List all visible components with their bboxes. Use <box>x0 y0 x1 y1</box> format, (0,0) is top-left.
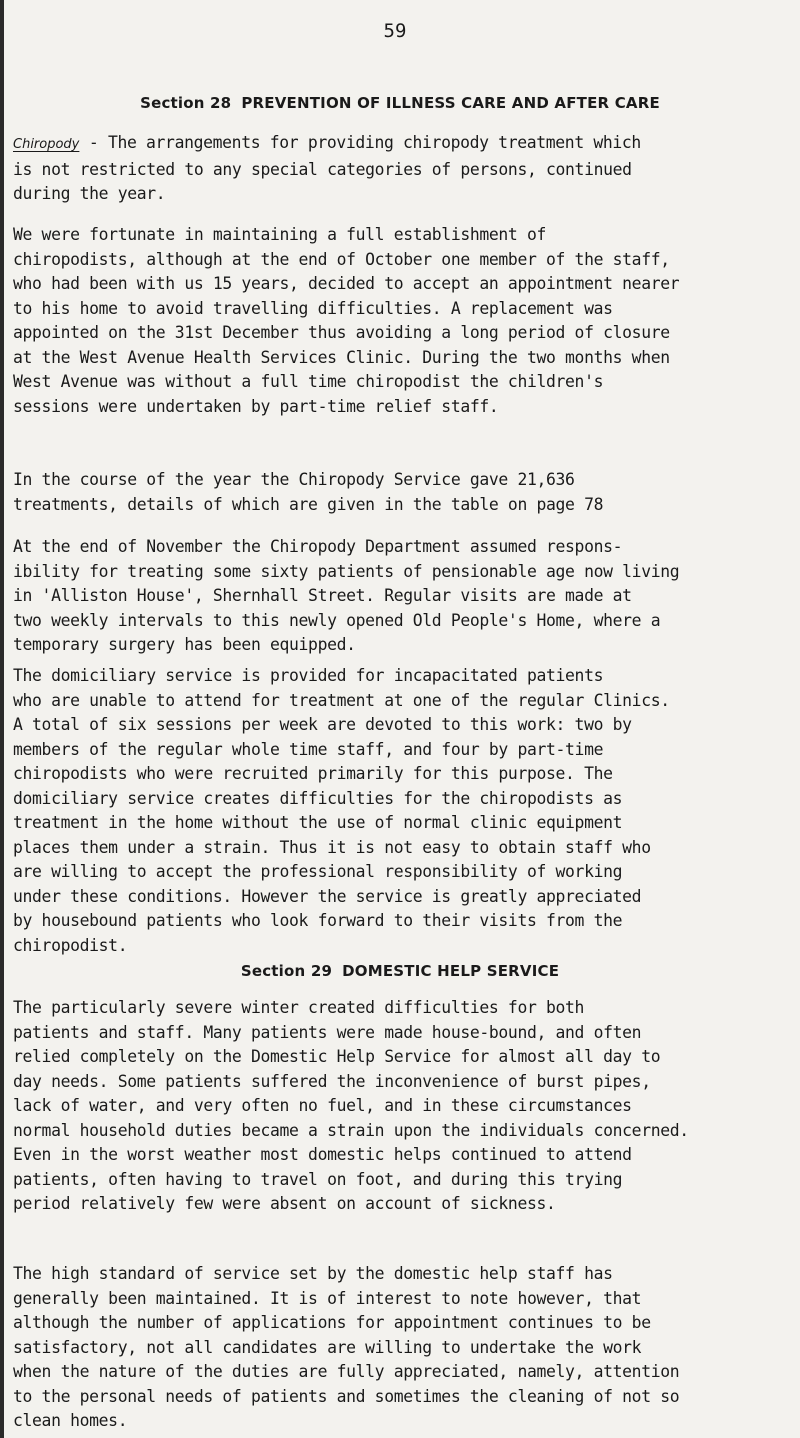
standard-of-service-paragraph: The high standard of service set by the domestic help staff has generally been maintained. It is of interest to note however, that although the number of applications for appointment continues to be satisfactory, not all candidates are willing to undertake the work when the nature of the duties are fully appreciated, namely, attention to the personal needs of patients and sometimes the cleaning of not so clean homes. <box>13 1264 680 1430</box>
section-28-heading <box>0 94 800 112</box>
chiropody-paragraph-text: - The arrangements for providing chiropody treatment which is not restricted to any special categories of persons, continued during the year. <box>13 133 641 203</box>
page-binding-edge <box>0 0 4 1438</box>
page-number: 59 <box>383 20 407 42</box>
section-29-heading <box>0 962 800 980</box>
chiropody-paragraph <box>13 131 773 207</box>
section-28-number: Section 28 <box>140 94 232 112</box>
winter-paragraph: The particularly severe winter created difficulties for both patients and staff. Many patients were made house-bound, and often relied completely on the Domestic Help Service for almost all day to day needs. Some patients suffered the inconvenience of burst pipes, lack of water, and very often no fuel, and in these circumstances normal household duties became a strain upon the individuals concerned. Even in the worst weather most domestic helps continued to attend patients, often having to travel on foot, and during this trying period relatively few were absent on account of sickness. <box>13 998 689 1213</box>
domiciliary-paragraph: The domiciliary service is provided for incapacitated patients who are unable to attend for treatment at one of the regular Clinics. A total of six sessions per week are devoted to this work: two by members of the regular whole time staff, and four by part-time chiropodists who were recruited primarily for this purpose. The domiciliary service creates difficulties for the chiropodists as treatment in the home without the use of normal clinic equipment places them under a strain. Thus it is not easy to obtain staff who are willing to accept the professional responsibility of working under these conditions. However the service is greatly appreciated by housebound patients who look forward to their visits from the chiropodist. <box>13 666 670 955</box>
section-28-title: PREVENTION OF ILLNESS CARE AND AFTER CARE <box>241 94 660 112</box>
staffing-paragraph: We were fortunate in maintaining a full establishment of chiropodists, although at the end of October one member of the staff, who had been with us 15 years, decided to accept an appointment nearer to his home to avoid travelling difficulties. A replacement was appointed on the 31st December thus avoiding a long period of closure at the West Avenue Health Services Clinic. During the two months when West Avenue was without a full time chiropodist the children's sessions were undertaken by part-time relief staff. <box>13 225 680 416</box>
section-29-number: Section 29 <box>240 962 333 980</box>
section-29-title: DOMESTIC HELP SERVICE <box>342 962 560 980</box>
alliston-house-paragraph: At the end of November the Chiropody Department assumed respons- ibility for treating some sixty patients of pensionable age now living in 'Alliston House', Shernhall Street. Regular visits are made at two weekly intervals to this newly opened Old People's Home, where a temporary surgery has been equipped. <box>13 537 680 654</box>
chiropody-run-in-heading: Chiropody <box>13 137 80 152</box>
treatments-paragraph: In the course of the year the Chiropody Service gave 21,636 treatments, details of which are given in the table on page 78 <box>13 470 604 514</box>
